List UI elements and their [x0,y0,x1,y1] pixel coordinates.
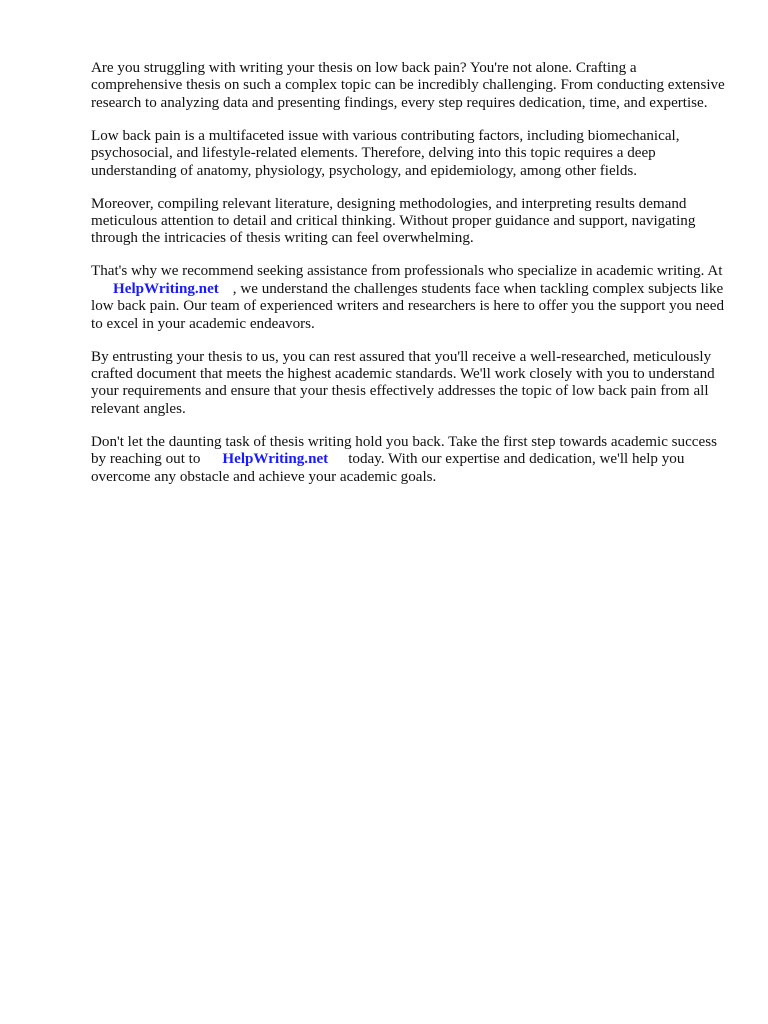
paragraph-recommendation [91,263,731,333]
document-body [91,60,731,502]
paragraph-intro: Are you struggling with writing your thesis on low back pain? You're not alone. Crafting a comprehensive thesis on such a complex topic can be incredibly challenging. From conducting extensive research to analyzing data and presenting findings, every step requires dedication, time, and expertise. [91,60,725,111]
closing-after-link: today. With our expertise and dedication, we'll help you overcome any obstacle and achieve your academic goals. [91,451,685,485]
helpwriting-link-1[interactable]: HelpWriting.net [113,280,219,297]
paragraph-closing [91,434,731,486]
closing-before-link: Don't let the daunting task of thesis writing hold you back. Take the first step towards academic success by reaching out to [91,433,717,468]
paragraph-moreover: Moreover, compiling relevant literature, designing methodologies, and interpreting results demand meticulous attention to detail and critical thinking. Without proper guidance and support, navigating through the intricacies of thesis writing can feel overwhelming. [91,195,696,247]
helpwriting-link-2[interactable]: HelpWriting.net [222,451,329,468]
paragraph-low-back-pain: Low back pain is a multifaceted issue with various contributing factors, including biomechanical, psychosocial, and lifestyle-related elements. Therefore, delving into this topic requires a deep understanding of anatomy, physiology, psychology, and epidemiology, among other fields. [91,127,680,179]
recommendation-at: At [707,263,723,280]
paragraph-entrusting: By entrusting your thesis to us, you can rest assured that you'll receive a well-researched, meticulously crafted document that meets the highest academic standards. We'll work closely with you to understand your requirements and ensure that your thesis effectively addresses the topic of low back pain from all relevant angles. [91,348,715,417]
recommendation-line1: That's why we recommend seeking assistance from professionals who specialize in academic writing. [91,263,705,280]
recommendation-rest: , we understand the challenges students face when tackling complex subjects like low back pain. Our team of experienced writers and researchers is here to offer you the support you need to excel in your academic endeavors. [91,280,725,332]
